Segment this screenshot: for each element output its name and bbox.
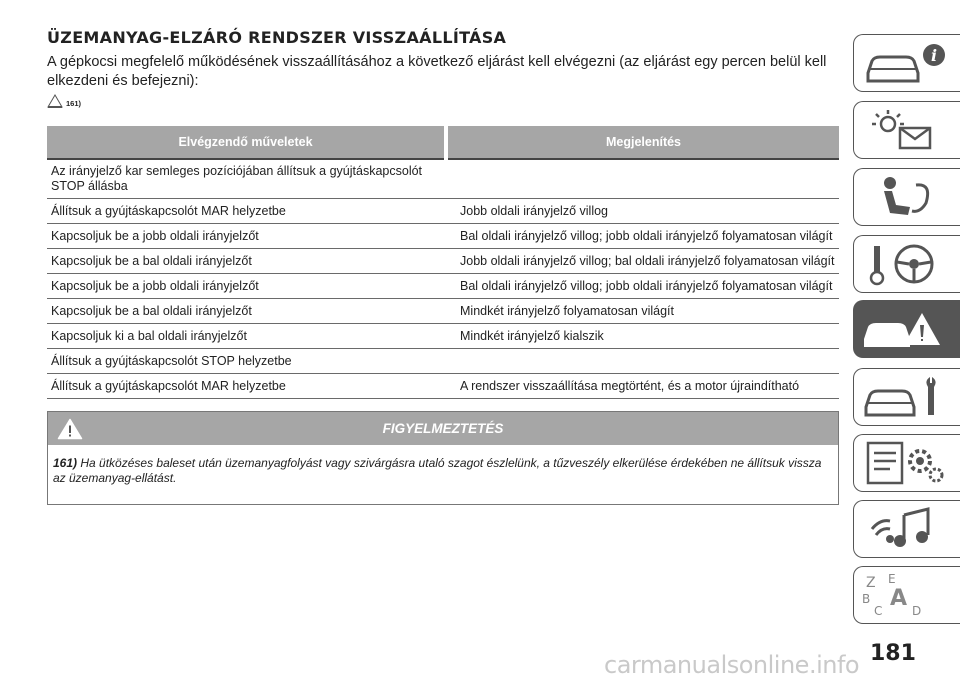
table-row <box>47 249 839 274</box>
emergency-car-icon <box>860 305 956 353</box>
display-cell: Bal oldali irányjelző villog; jobb oldali irányjelző folyamatosan világít <box>446 224 839 249</box>
svg-text:i: i <box>931 46 938 65</box>
warning-ref: 161) <box>53 456 78 470</box>
table-row <box>47 374 839 399</box>
display-cell: Mindkét irányjelző kialszik <box>446 324 839 349</box>
warning-lights-icon <box>860 106 956 154</box>
procedure-table <box>47 126 839 399</box>
car-info-icon <box>860 39 956 87</box>
operation-cell: Állítsuk a gyújtáskapcsolót MAR helyzetbe <box>47 199 446 224</box>
page-number: 181 <box>870 641 916 666</box>
svg-text:C: C <box>874 604 883 618</box>
operation-cell: Állítsuk a gyújtáskapcsolót MAR helyzetbe <box>47 374 446 399</box>
seat-airbag-icon <box>860 173 956 221</box>
display-cell <box>446 159 839 199</box>
warning-box <box>47 411 839 505</box>
operation-cell: Kapcsoljuk be a bal oldali irányjelzőt <box>47 299 446 324</box>
page-title: ÜZEMANYAG-ELZÁRÓ RENDSZER VISSZAÁLLÍTÁSA <box>47 28 507 47</box>
tab-safety[interactable] <box>853 168 960 226</box>
technical-data-icon <box>860 439 956 487</box>
tab-technical-data[interactable] <box>853 434 960 492</box>
display-cell: Jobb oldali irányjelző villog <box>446 199 839 224</box>
table-row <box>47 324 839 349</box>
tab-multimedia[interactable] <box>853 500 960 558</box>
watermark: carmanualsonline.info <box>604 651 860 679</box>
reference-marker <box>47 94 81 108</box>
car-service-icon <box>860 373 956 421</box>
operation-cell: Kapcsoljuk ki a bal oldali irányjelzőt <box>47 324 446 349</box>
svg-text:E: E <box>888 572 896 586</box>
warning-content: Ha ütközéses baleset után üzemanyagfolyást vagy szivárgásra utaló szagot észlelünk, a tűzveszély elkerülése érdekében ne állítsuk vissza az üzemanyag-ellátást. <box>53 456 822 485</box>
display-cell: A rendszer visszaállítása megtörtént, és a motor újraindítható <box>446 374 839 399</box>
alphabetical-index-icon <box>860 571 956 619</box>
header-operations: Elvégzendő műveletek <box>47 126 446 159</box>
display-cell: Mindkét irányjelző folyamatosan világít <box>446 299 839 324</box>
display-cell: Bal oldali irányjelző villog; jobb oldali irányjelző folyamatosan világít <box>446 274 839 299</box>
key-steering-wheel-icon <box>860 240 956 288</box>
warning-triangle-icon <box>47 94 63 108</box>
tab-emergency[interactable] <box>853 300 960 358</box>
svg-text:D: D <box>912 604 922 618</box>
warning-title: FIGYELMEZTETÉS <box>382 421 504 436</box>
table-row <box>47 159 839 199</box>
tab-car-info[interactable] <box>853 34 960 92</box>
chapter-tabs <box>851 0 960 678</box>
svg-text:A: A <box>890 586 908 611</box>
operation-cell: Kapcsoljuk be a bal oldali irányjelzőt <box>47 249 446 274</box>
reference-number: 161) <box>66 98 82 108</box>
operation-cell: Állítsuk a gyújtáskapcsolót STOP helyzetbe <box>47 349 446 374</box>
table-row <box>47 349 839 374</box>
warning-text <box>48 445 838 486</box>
multimedia-icon <box>860 505 956 553</box>
tab-warning-lights[interactable] <box>853 101 960 159</box>
tab-index[interactable] <box>853 566 960 624</box>
svg-text:B: B <box>862 592 871 606</box>
table-row <box>47 199 839 224</box>
operation-cell: Kapcsoljuk be a jobb oldali irányjelzőt <box>47 224 446 249</box>
operation-cell: Az irányjelző kar semleges pozíciójában állítsuk a gyújtáskapcsolót STOP állásba <box>47 159 446 199</box>
display-cell: Jobb oldali irányjelző villog; bal oldali irányjelző folyamatosan világít <box>446 249 839 274</box>
table-row <box>47 299 839 324</box>
tab-maintenance[interactable] <box>853 368 960 426</box>
display-cell <box>446 349 839 374</box>
tab-starting-driving[interactable] <box>853 235 960 293</box>
header-display: Megjelenítés <box>446 126 839 159</box>
svg-text:Z: Z <box>866 575 876 591</box>
table-row <box>47 274 839 299</box>
table-row <box>47 224 839 249</box>
intro-paragraph: A gépkocsi megfelelő működésének visszaállításához a következő eljárást kell elvégezni (az eljárást egy percen belül kell elkezdeni és befejezni): <box>47 54 827 89</box>
operation-cell: Kapcsoljuk be a jobb oldali irányjelzőt <box>47 274 446 299</box>
warning-header <box>48 412 838 445</box>
